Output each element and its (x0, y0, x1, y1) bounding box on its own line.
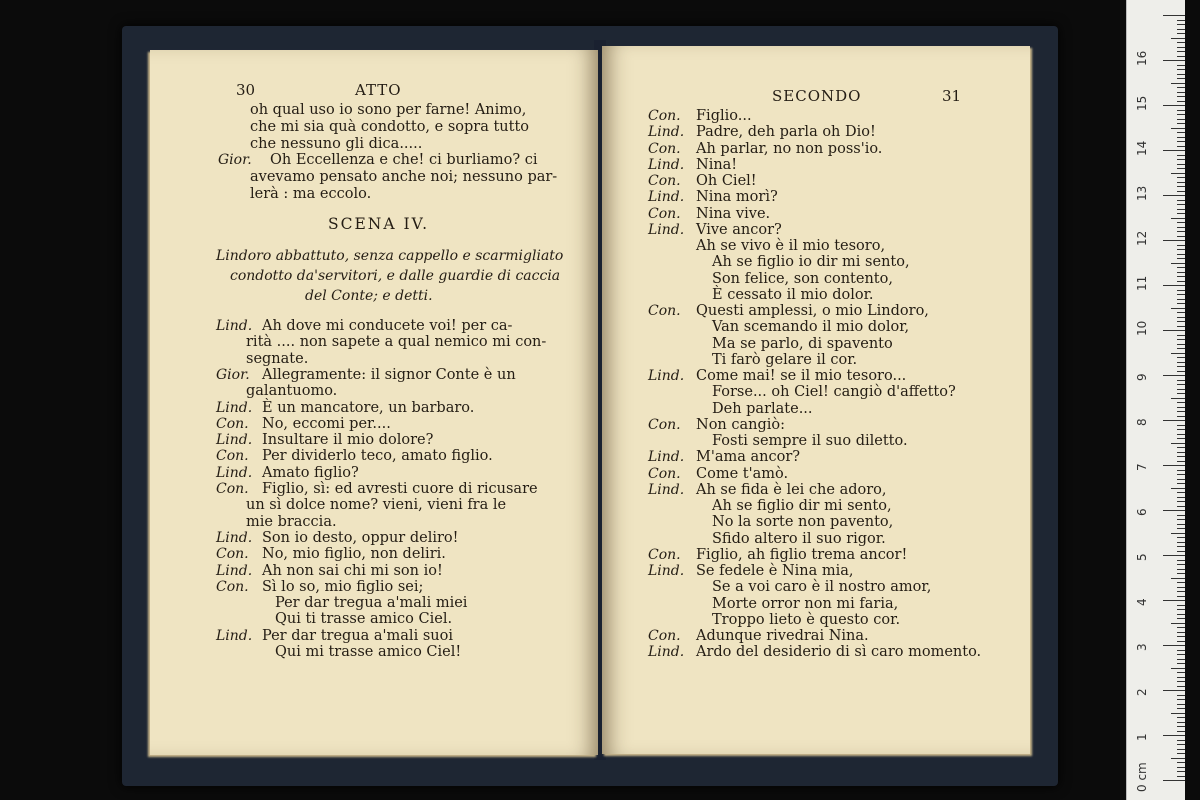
text-line: Ardo del desiderio di sì caro momento. (696, 644, 982, 661)
ruler-tick (1177, 191, 1185, 192)
ruler-tick (1177, 155, 1185, 156)
text-line: Ah se figlio dir mi sento, (712, 498, 892, 514)
ruler-tick (1177, 87, 1185, 88)
stage-direction-line: Lindoro abbattuto, senza cappello e scarmigliato (216, 248, 564, 264)
ruler-tick (1177, 726, 1185, 727)
ruler-tick (1177, 654, 1185, 655)
ruler-tick (1177, 542, 1185, 543)
text-line: Figlio... (696, 108, 752, 124)
ruler-tick (1177, 119, 1185, 120)
text-line: avevamo pensato anche noi; nessuno par- (250, 169, 558, 186)
ruler-tick (1177, 357, 1185, 358)
ruler-tick (1177, 609, 1185, 610)
ruler-number: 8 (1135, 418, 1149, 426)
speaker-label: Gior. (216, 366, 250, 383)
text-line: No, eccomi per.... (262, 415, 391, 432)
text-line: Per dividerlo teco, amato figlio. (262, 448, 493, 465)
ruler-tick (1163, 330, 1185, 331)
ruler-tick (1177, 456, 1185, 457)
ruler-tick (1177, 47, 1185, 48)
ruler-tick (1163, 240, 1185, 241)
stage-direction-line: del Conte; e detti. (305, 288, 433, 304)
text-line: galantuomo. (246, 383, 338, 400)
ruler-tick (1163, 150, 1185, 151)
speaker-label: Con. (648, 546, 681, 563)
ruler-number: 1 (1135, 733, 1149, 741)
ruler-tick (1163, 735, 1185, 736)
ruler-number: 3 (1135, 643, 1149, 651)
ruler-tick (1177, 209, 1185, 210)
text-line: Figlio, ah figlio trema ancor! (696, 546, 908, 563)
ruler-tick (1177, 114, 1185, 115)
ruler-tick (1177, 236, 1185, 237)
ruler-tick (1163, 465, 1185, 466)
ruler-tick (1177, 123, 1185, 124)
text-line: Vive ancor? (696, 221, 782, 238)
ruler-tick (1177, 672, 1185, 673)
text-line: lerà : ma eccolo. (250, 186, 372, 202)
speaker-label: Con. (648, 465, 681, 482)
speaker-label: Lind. (216, 562, 253, 579)
ruler-tick (1163, 375, 1185, 376)
ruler-tick (1171, 398, 1185, 399)
text-line: rità .... non sapete a qual nemico mi con- (246, 334, 547, 351)
ruler-tick (1177, 744, 1185, 745)
ruler-tick (1177, 204, 1185, 205)
speaker-label: Lind. (216, 464, 253, 481)
ruler-tick (1177, 254, 1185, 255)
text-line: Ma se parlo, di spavento (712, 335, 893, 352)
speaker-label: Lind. (216, 627, 253, 644)
ruler-tick (1177, 483, 1185, 484)
text-line: che nessuno gli dica..... (250, 135, 423, 152)
ruler-tick (1177, 339, 1185, 340)
ruler-tick (1177, 299, 1185, 300)
ruler-tick (1177, 137, 1185, 138)
ruler-tick (1177, 74, 1185, 75)
ruler-tick (1177, 596, 1185, 597)
ruler-number: 6 (1135, 508, 1149, 516)
ruler-tick (1177, 380, 1185, 381)
text-line: un sì dolce nome? vieni, vieni fra le (246, 497, 507, 514)
ruler-unit-label: 0 cm (1135, 762, 1149, 792)
text-line: segnate. (246, 350, 309, 367)
ruler-tick (1171, 578, 1185, 579)
ruler-tick (1177, 492, 1185, 493)
text-line: Forse... oh Ciel! cangiò d'affetto? (712, 384, 956, 401)
ruler-number: 2 (1135, 688, 1149, 696)
ruler-tick (1177, 749, 1185, 750)
ruler-tick (1163, 15, 1185, 16)
ruler-tick (1177, 245, 1185, 246)
ruler-tick (1171, 758, 1185, 759)
text-line: Questi amplessi, o mio Lindoro, (696, 303, 929, 319)
ruler-tick (1177, 452, 1185, 453)
text-line: Nina! (696, 156, 738, 173)
ruler-tick (1163, 645, 1185, 646)
ruler-tick (1177, 33, 1185, 34)
ruler-tick (1177, 641, 1185, 642)
ruler-tick (1177, 303, 1185, 304)
ruler-tick (1163, 420, 1185, 421)
text-line: Sfido altero il suo rigor. (712, 530, 886, 547)
ruler-tick (1177, 470, 1185, 471)
text-line: Per dar tregua a'mali suoi (262, 627, 453, 644)
text-line: Fosti sempre il suo diletto. (712, 433, 908, 449)
ruler-tick (1177, 200, 1185, 201)
speaker-label: Lind. (648, 156, 685, 173)
ruler-tick (1177, 272, 1185, 273)
stage-direction-line: condotto da'servitori, e dalle guardie di caccia (230, 268, 561, 284)
ruler-tick (1177, 519, 1185, 520)
ruler-tick (1177, 312, 1185, 313)
ruler-tick (1177, 515, 1185, 516)
left-page (150, 50, 598, 755)
text-line: Come t'amò. (696, 465, 789, 482)
text-line: Van scemando il mio dolor, (712, 319, 910, 336)
ruler-tick (1177, 762, 1185, 763)
ruler-tick (1177, 416, 1185, 417)
text-line: Come mai! se il mio tesoro... (696, 368, 907, 384)
ruler-tick (1177, 627, 1185, 628)
speaker-label: Con. (216, 578, 249, 595)
ruler-tick (1171, 83, 1185, 84)
speaker-label: Lind. (648, 481, 685, 498)
text-line: Morte orror non mi faria, (712, 595, 899, 612)
ruler-tick (1177, 731, 1185, 732)
speaker-label: Lind. (648, 449, 685, 466)
text-line: Son io desto, oppur deliro! (262, 529, 459, 546)
ruler-tick (1177, 182, 1185, 183)
ruler-tick (1177, 497, 1185, 498)
ruler-tick (1171, 713, 1185, 714)
ruler-tick (1171, 623, 1185, 624)
text-line: È cessato il mio dolor. (712, 286, 874, 303)
ruler-tick (1177, 78, 1185, 79)
text-line: Adunque rivedrai Nina. (696, 628, 869, 644)
ruler-tick (1177, 560, 1185, 561)
ruler-tick (1177, 501, 1185, 502)
ruler-tick (1177, 371, 1185, 372)
ruler-tick (1177, 213, 1185, 214)
ruler-tick (1177, 506, 1185, 507)
text-line: Ah parlar, no non poss'io. (696, 140, 883, 157)
ruler-tick (1177, 614, 1185, 615)
ruler-tick (1177, 447, 1185, 448)
ruler-tick (1177, 164, 1185, 165)
ruler-number: 15 (1135, 95, 1149, 111)
ruler-tick (1177, 708, 1185, 709)
ruler-tick (1177, 186, 1185, 187)
speaker-label: Lind. (216, 318, 253, 334)
ruler-tick (1177, 20, 1185, 21)
ruler-tick (1177, 267, 1185, 268)
ruler-tick (1177, 425, 1185, 426)
ruler-tick (1177, 159, 1185, 160)
text-line: Se a voi caro è il nostro amor, (712, 579, 932, 596)
ruler-number: 4 (1135, 598, 1149, 606)
text-line: Ah non sai chi mi son io! (262, 562, 443, 579)
ruler-tick (1177, 537, 1185, 538)
ruler-tick (1177, 281, 1185, 282)
ruler-tick (1177, 42, 1185, 43)
measurement-ruler (1126, 0, 1185, 800)
text-line: mie braccia. (246, 513, 337, 530)
right-page-number: 31 (942, 87, 962, 105)
ruler-tick (1171, 533, 1185, 534)
text-line: Qui mi trasse amico Ciel! (275, 644, 462, 660)
text-line: Allegramente: il signor Conte è un (262, 366, 516, 383)
ruler-tick (1177, 393, 1185, 394)
speaker-label: Con. (648, 416, 681, 433)
ruler-tick (1171, 263, 1185, 264)
ruler-tick (1177, 317, 1185, 318)
ruler-tick (1177, 101, 1185, 102)
ruler-tick (1177, 96, 1185, 97)
ruler-number: 12 (1135, 230, 1149, 246)
ruler-tick (1177, 110, 1185, 111)
ruler-tick (1177, 699, 1185, 700)
speaker-label: Con. (648, 205, 681, 222)
ruler-tick (1177, 411, 1185, 412)
text-line: Oh Ciel! (696, 173, 757, 189)
ruler-tick (1177, 479, 1185, 480)
ruler-tick (1177, 438, 1185, 439)
ruler-tick (1163, 555, 1185, 556)
ruler-tick (1177, 605, 1185, 606)
ruler-number: 10 (1135, 320, 1149, 336)
speaker-label: Lind. (648, 644, 685, 661)
ruler-number: 16 (1135, 50, 1149, 66)
ruler-tick (1177, 618, 1185, 619)
ruler-number: 7 (1135, 463, 1149, 471)
text-line: che mi sia quà condotto, e sopra tutto (250, 118, 530, 135)
text-line: oh qual uso io sono per farne! Animo, (250, 102, 527, 118)
ruler-tick (1171, 218, 1185, 219)
speaker-label: Con. (648, 140, 681, 157)
ruler-tick (1177, 294, 1185, 295)
text-line: Ah dove mi conducete voi! per ca- (262, 318, 513, 334)
ruler-tick (1177, 389, 1185, 390)
ruler-tick (1177, 29, 1185, 30)
ruler-tick (1177, 51, 1185, 52)
speaker-label: Lind. (216, 529, 253, 546)
ruler-tick (1163, 510, 1185, 511)
ruler-tick (1177, 767, 1185, 768)
ruler-tick (1177, 366, 1185, 367)
ruler-tick (1177, 461, 1185, 462)
ruler-tick (1171, 353, 1185, 354)
text-line: Troppo lieto è questo cor. (712, 611, 901, 628)
ruler-tick (1177, 258, 1185, 259)
ruler-tick (1177, 146, 1185, 147)
ruler-tick (1177, 695, 1185, 696)
ruler-tick (1177, 429, 1185, 430)
ruler-tick (1171, 488, 1185, 489)
speaker-label: Lind. (216, 432, 253, 449)
ruler-tick (1177, 551, 1185, 552)
ruler-tick (1177, 335, 1185, 336)
speaker-label: Con. (648, 303, 681, 319)
ruler-tick (1177, 686, 1185, 687)
ruler-tick (1177, 326, 1185, 327)
text-line: È un mancatore, un barbaro. (262, 399, 475, 416)
ruler-tick (1171, 443, 1185, 444)
ruler-tick (1177, 587, 1185, 588)
ruler-tick (1177, 704, 1185, 705)
ruler-tick (1177, 681, 1185, 682)
text-line: Ah se fida è lei che adoro, (696, 481, 887, 498)
ruler-tick (1177, 546, 1185, 547)
text-line: Sì lo so, mio figlio sei; (262, 578, 424, 595)
left-page-number: 30 (236, 81, 256, 99)
right-page-header: SECONDO (772, 87, 862, 105)
speaker-label: Lind. (648, 563, 685, 579)
speaker-label: Con. (648, 628, 681, 644)
speaker-label: Lind. (648, 124, 685, 141)
ruler-tick (1171, 308, 1185, 309)
text-line: Ti farò gelare il cor. (712, 351, 858, 368)
speaker-label: Con. (216, 481, 249, 497)
ruler-tick (1177, 231, 1185, 232)
ruler-tick (1163, 690, 1185, 691)
ruler-tick (1177, 92, 1185, 93)
ruler-tick (1163, 60, 1185, 61)
ruler-tick (1177, 524, 1185, 525)
speaker-label: Con. (216, 546, 249, 563)
ruler-tick (1177, 290, 1185, 291)
ruler-tick (1177, 659, 1185, 660)
ruler-tick (1177, 528, 1185, 529)
text-line: No la sorte non pavento, (712, 514, 894, 531)
ruler-tick (1177, 591, 1185, 592)
ruler-tick (1177, 564, 1185, 565)
ruler-tick (1171, 38, 1185, 39)
ruler-tick (1177, 132, 1185, 133)
ruler-tick (1177, 717, 1185, 718)
ruler-tick (1177, 569, 1185, 570)
ruler-tick (1177, 650, 1185, 651)
speaker-label: Gior. (218, 152, 252, 169)
ruler-tick (1177, 776, 1185, 777)
speaker-label: Lind. (648, 368, 685, 384)
ruler-tick (1177, 348, 1185, 349)
ruler-tick (1177, 321, 1185, 322)
speaker-label: Con. (216, 448, 249, 465)
ruler-tick (1177, 384, 1185, 385)
ruler-tick (1177, 24, 1185, 25)
text-line: Insultare il mio dolore? (262, 432, 434, 449)
ruler-tick (1177, 573, 1185, 574)
ruler-tick (1177, 677, 1185, 678)
ruler-tick (1177, 222, 1185, 223)
left-page-header: ATTO (355, 81, 402, 99)
speaker-label: Lind. (648, 189, 685, 206)
ruler-tick (1177, 402, 1185, 403)
ruler-tick (1177, 56, 1185, 57)
text-line: Amato figlio? (262, 464, 359, 481)
ruler-tick (1177, 276, 1185, 277)
speaker-label: Lind. (216, 399, 253, 416)
speaker-label: Con. (648, 173, 681, 189)
ruler-tick (1177, 722, 1185, 723)
scene-title: SCENA IV. (328, 215, 430, 233)
text-line: Padre, deh parla oh Dio! (696, 124, 876, 141)
text-line: M'ama ancor? (696, 449, 801, 466)
ruler-tick (1177, 407, 1185, 408)
ruler-tick (1171, 128, 1185, 129)
ruler-tick (1163, 105, 1185, 106)
ruler-tick (1177, 474, 1185, 475)
text-line: No, mio figlio, non deliri. (262, 546, 446, 563)
ruler-tick (1177, 65, 1185, 66)
text-line: Se fedele è Nina mia, (696, 563, 854, 579)
speaker-label: Lind. (648, 221, 685, 238)
ruler-tick (1177, 344, 1185, 345)
text-line: Nina morì? (696, 189, 778, 206)
ruler-tick (1177, 141, 1185, 142)
ruler-tick (1177, 168, 1185, 169)
text-line: Ah se vivo è il mio tesoro, (696, 238, 886, 254)
ruler-tick (1177, 753, 1185, 754)
speaker-label: Con. (216, 415, 249, 432)
text-line: Nina vive. (696, 205, 771, 222)
right-page (602, 46, 1030, 754)
text-line: Oh Eccellenza e che! ci burliamo? ci (270, 152, 538, 169)
ruler-tick (1177, 636, 1185, 637)
ruler-tick (1163, 600, 1185, 601)
ruler-tick (1163, 780, 1185, 781)
ruler-tick (1177, 177, 1185, 178)
ruler-tick (1177, 771, 1185, 772)
ruler-tick (1177, 632, 1185, 633)
ruler-tick (1177, 362, 1185, 363)
ruler-tick (1177, 249, 1185, 250)
ruler-tick (1163, 285, 1185, 286)
ruler-tick (1177, 434, 1185, 435)
text-line: Figlio, sì: ed avresti cuore di ricusare (262, 481, 538, 497)
text-line: Deh parlate... (712, 400, 813, 417)
text-line: Son felice, son contento, (712, 270, 893, 287)
speaker-label: Con. (648, 108, 681, 124)
ruler-tick (1177, 227, 1185, 228)
ruler-number: 11 (1135, 275, 1149, 291)
ruler-number: 9 (1135, 373, 1149, 381)
ruler-tick (1177, 663, 1185, 664)
ruler-number: 5 (1135, 553, 1149, 561)
ruler-tick (1163, 195, 1185, 196)
text-line: Qui ti trasse amico Ciel. (275, 611, 453, 628)
ruler-tick (1177, 582, 1185, 583)
text-line: Per dar tregua a'mali miei (275, 595, 468, 612)
ruler-tick (1177, 740, 1185, 741)
text-line: Non cangiò: (696, 416, 786, 433)
ruler-tick (1171, 668, 1185, 669)
ruler-number: 14 (1135, 140, 1149, 156)
text-line: Ah se figlio io dir mi sento, (712, 254, 910, 271)
ruler-tick (1177, 69, 1185, 70)
ruler-number: 13 (1135, 185, 1149, 201)
ruler-tick (1171, 173, 1185, 174)
